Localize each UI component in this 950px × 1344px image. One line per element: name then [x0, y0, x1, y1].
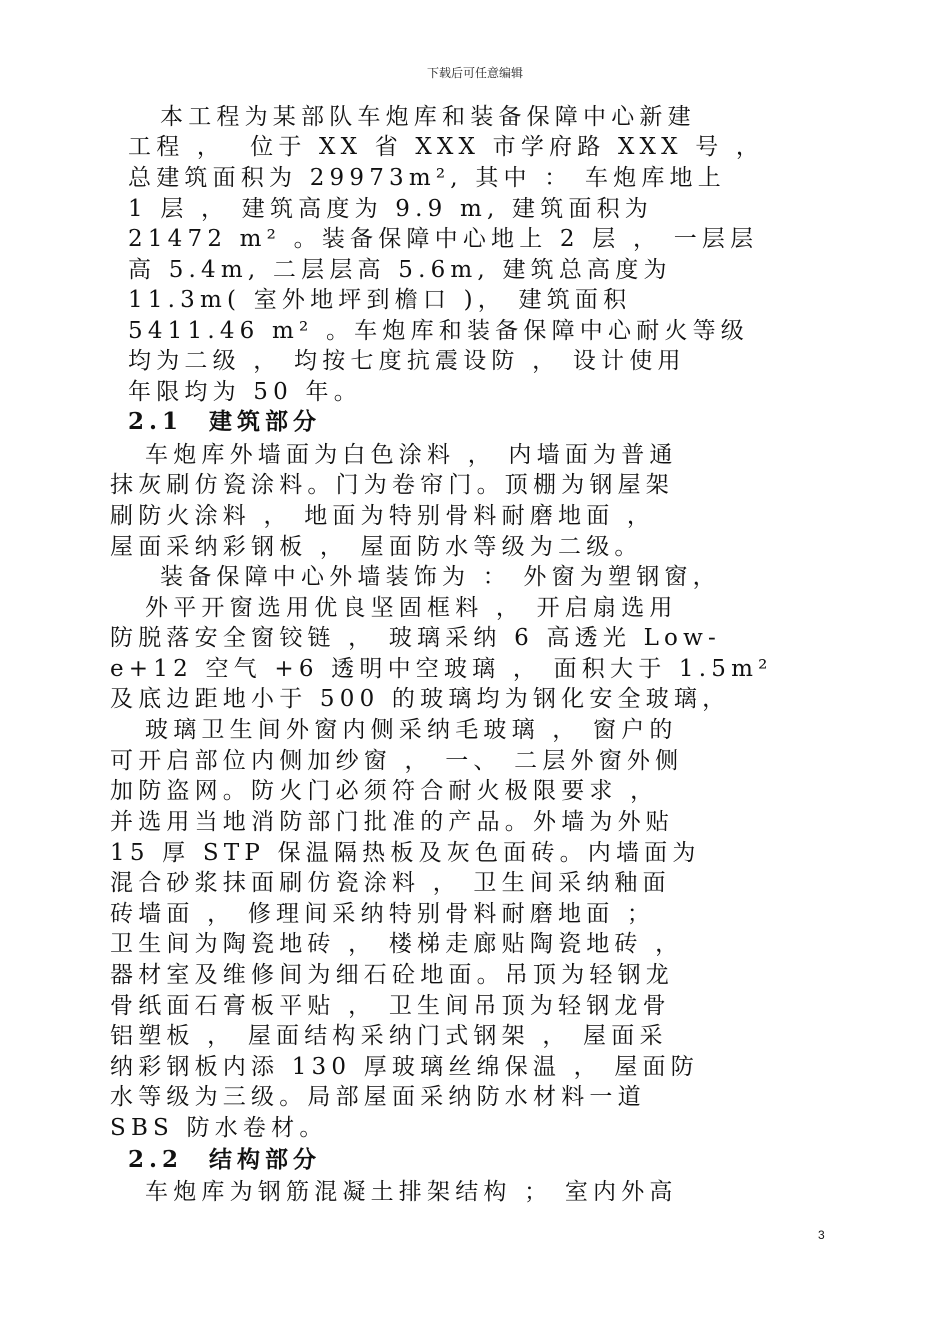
section-line: 水等级为三级。局部屋面采纳防水材料一道 [110, 1084, 646, 1110]
section-line: 混合砂浆抹面刷仿瓷涂料 ， 卫生间采纳釉面 [110, 870, 671, 896]
intro-line: 21472 m² 。装备保障中心地上 2 层 ， 一层层 [128, 226, 759, 252]
page-number: 3 [818, 1228, 825, 1242]
section-line: 砖墙面 ， 修理间采纳特别骨料耐磨地面 ； [110, 901, 656, 927]
section-line: 加防盗网。防火门必须符合耐火极限要求 ， [110, 778, 659, 804]
section-line: 可开启部位内侧加纱窗 ， 一、 二层外窗外侧 [110, 748, 684, 774]
intro-line: 本工程为某部队车炮库和装备保障中心新建 [160, 104, 696, 130]
section-line: 防脱落安全窗铰链 ， 玻璃采纳 6 高透光 Low- [110, 625, 721, 651]
section-line: 15 厚 STP 保温隔热板及灰色面砖。内墙面为 [110, 840, 701, 866]
section-line: 骨纸面石膏板平贴 ， 卫生间吊顶为轻钢龙骨 [110, 993, 671, 1019]
intro-line: 1 层 ， 建筑高度为 9.9 m, 建筑面积为 [128, 196, 653, 222]
intro-line: 11.3m( 室外地坪到檐口 )， 建筑面积 [128, 287, 632, 313]
intro-line: 均为二级 ， 均按七度抗震设防 ， 设计使用 [128, 348, 686, 374]
section-line: 铝塑板 ， 屋面结构采纳门式钢架 ， 屋面采 [110, 1023, 668, 1049]
page-header: 下载后可任意编辑 [426, 66, 523, 80]
section-line: 纳彩钢板内添 130 厚玻璃丝绵保温 ， 屋面防 [110, 1054, 699, 1080]
section-line: 及底边距地小于 500 的玻璃均为钢化安全玻璃， [110, 686, 731, 712]
intro-line: 高 5.4m, 二层层高 5.6m, 建筑总高度为 [128, 257, 672, 283]
intro-line: 总建筑面积为 29973m², 其中 ： 车炮库地上 [128, 165, 726, 191]
section-line: 车炮库为钢筋混凝土排架结构 ； 室内外高 [145, 1179, 678, 1205]
section-heading-2-1: 2.1 建筑部分 [128, 408, 322, 435]
section-line: 外平开窗选用优良坚固框料 ， 开启扇选用 [145, 595, 678, 621]
intro-line: 工程 ， 位于 XX 省 XXX 市学府路 XXX 号 ， [128, 134, 765, 160]
section-heading-2-2: 2.2 结构部分 [128, 1146, 322, 1173]
section-line: 玻璃卫生间外窗内侧采纳毛玻璃 ， 窗户的 [145, 717, 678, 743]
section-line: 器材室及维修间为细石砼地面。吊顶为轻钢龙 [110, 962, 674, 988]
intro-line: 5411.46 m² 。车炮库和装备保障中心耐火等级 [128, 318, 749, 344]
section-line: 抹灰刷仿瓷涂料。门为卷帘门。顶棚为钢屋架 [110, 472, 674, 498]
intro-line: 年限均为 50 年。 [128, 379, 362, 405]
section-line: 屋面采纳彩钢板 ， 屋面防水等级为二级。 [110, 534, 643, 560]
section-line: 装备保障中心外墙装饰为 ： 外窗为塑钢窗， [160, 564, 721, 590]
section-line: 卫生间为陶瓷地砖 ， 楼梯走廊贴陶瓷地砖 ， [110, 931, 684, 957]
section-line: 并选用当地消防部门批准的产品。外墙为外贴 [110, 809, 674, 835]
section-line: SBS 防水卷材。 [110, 1115, 328, 1141]
section-line: 刷防火涂料 ， 地面为特别骨料耐磨地面 ， [110, 503, 656, 529]
section-line: e+12 空气 +6 透明中空玻璃 ， 面积大于 1.5m² [110, 656, 773, 682]
section-line: 车炮库外墙面为白色涂料 ， 内墙面为普通 [145, 442, 678, 468]
